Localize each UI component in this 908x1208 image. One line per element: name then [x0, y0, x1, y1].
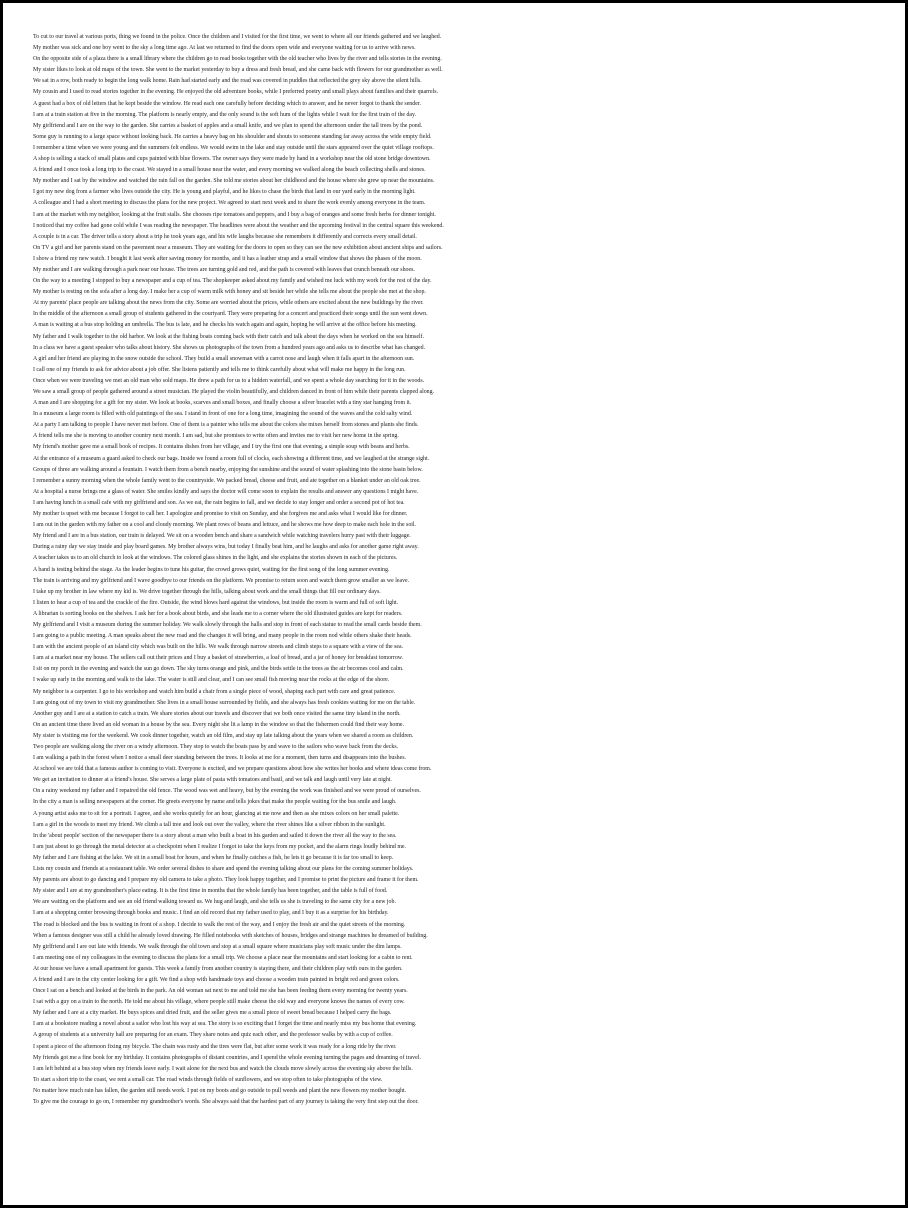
text-line: We get an invitation to dinner at a friend's house. She serves a large plate of pasta with tomatoes and basil, and we talk and laugh until very late at night.: [33, 777, 392, 784]
text-line: A band is testing behind the stage. As the leader begins to tune his guitar, the crowd grows quiet, waiting for the first song of the long summer evening.: [33, 566, 390, 573]
text-line: I listen to hear a cup of tea and the crackle of the fire. Outside, the wind blows hard against the windows, but inside the room is warm and full of soft light.: [33, 599, 399, 606]
text-line: A friend tells me she is moving to another country next month. I am sad, but she promises to write often and invites me to visit her new home in the spring.: [33, 433, 399, 440]
text-line: My girlfriend and I are out late with friends. We walk through the old town and stop at a small square where musicians play soft music under the dim lamps.: [33, 943, 402, 950]
text-line: In a museum a large room is filled with old paintings of the sea. I stand in front of one for a long time, imagining the sound of the waves and the cold salty wind.: [33, 411, 413, 418]
text-line: A teacher takes us to an old church to look at the windows. The colored glass shines in the light, and she explains the stories shown in each of the pictures.: [33, 555, 398, 562]
text-line: My father and I walk together to the old harbor. We look at the fishing boats coming back with their catch and talk about the days when he worked on the sea himself.: [33, 333, 425, 340]
text-line: To give me the courage to go on, I remember my grandmother's words. She always said that the hardest part of any journey is taking the very first step out the door.: [33, 1099, 419, 1105]
text-line: At my parents' place people are talking about the news from the city. Some are worried about the prices, while others are excited about the new buildings by the river.: [33, 300, 424, 307]
text-line: I take up my brother in law where my kid is. We drive together through the hills, talking about work and the small things that fill our ordinary days.: [33, 588, 381, 595]
text-line: A couple is in a car. The driver tells a story about a trip he took years ago, and his wife laughs because she remembers it differently and corrects every small detail.: [33, 233, 417, 240]
text-line: A guest had a box of old letters that he kept beside the window. He read each one carefully before deciding which to answer, and he never forgot to thank the sender.: [33, 100, 421, 107]
text-line: At a party I am talking to people I have never met before. One of them is a painter who tells me about the colors she mixes herself from stones and plants she finds.: [33, 422, 419, 429]
text-line: Once I sat on a bench and looked at the birds in the park. An old woman sat next to me and told me she has been feeding them every morning for twenty years.: [33, 988, 408, 995]
text-line: I am walking a path in the forest when I notice a small deer standing between the trees. It looks at me for a moment, then turns and disappears into the bushes.: [33, 755, 406, 762]
text-line: We sat in a row, both ready to begin the long walk home. Rain had started early and the road was covered in puddles that reflected the grey sky above the silent hills.: [33, 78, 422, 85]
text-line: To cut to our travel at various ports, thing we found in the police. Once the children and I visited for the first time, we went to where all our friends gathered and we laughed.: [33, 34, 442, 40]
text-line: I remember a time when we were young and the summers felt endless. We would swim in the lake and stay outside until the stars appeared over the quiet village rooftops.: [33, 144, 434, 151]
text-line: I got my new dog from a farmer who lives outside the city. He is young and playful, and he likes to chase the birds that land in our yard early in the morning light.: [33, 189, 416, 196]
text-line: Once when we were traveling we met an old man who sold maps. He drew a path for us to a hidden waterfall, and we spent a whole day searching for it in the woods.: [33, 377, 425, 384]
text-line: My sister is visiting me for the weekend. We cook dinner together, watch an old film, and stay up late talking about the years when we shared a room as children.: [33, 732, 414, 739]
text-line: I sit on my porch in the evening and watch the sun go down. The sky turns orange and pink, and the birds settle in the trees as the air becomes cool and calm.: [33, 666, 404, 673]
text-line: Groups of three are walking around a fountain. I watch them from a bench nearby, enjoying the sunshine and the sound of water splashing into the stone basin below.: [33, 466, 423, 473]
text-line: My girlfriend and I are on the way to the garden. She carries a basket of apples and a small knife, and we plan to spend the afternoon under the tall trees by the pond.: [33, 122, 423, 129]
text-line: To start a short trip to the coast, we rent a small car. The road winds through fields of sunflowers, and we stop often to take photographs of the view.: [33, 1076, 383, 1083]
text-line: When a famous designer was still a child he already loved drawing. He filled notebooks with sketches of houses, bridges and strange machines he dreamed of building.: [33, 932, 428, 939]
text-line: My mother and I are walking through a park near our house. The trees are turning gold and red, and the path is covered with leaves that crunch beneath our shoes.: [33, 266, 415, 273]
text-line: At the entrance of a museum a guard asked to check our bags. Inside we found a room full of clocks, each showing a different time, and we laughed at the strange sight.: [33, 455, 430, 462]
text-line: A man is waiting at a bus stop holding an umbrella. The bus is late, and he checks his watch again and again, hoping he will arrive at the office before his meeting.: [33, 322, 417, 329]
text-line: The train is arriving and my girlfriend and I wave goodbye to our friends on the platform. We promise to return soon and watch them grow smaller as we leave.: [33, 577, 410, 584]
text-line: At our house we have a small apartment for guests. This week a family from another country is staying there, and their children play with ours in the garden.: [33, 965, 403, 972]
text-line: We saw a small group of people gathered around a street musician. He played the violin beautifully, and children danced in front of him while their parents clapped along.: [33, 389, 435, 395]
text-line: Another guy and I are at a station to catch a train. We share stories about our travels and discover that we both once visited the same tiny island in the north.: [33, 710, 401, 717]
text-line: At a hospital a nurse brings me a glass of water. She smiles kindly and says the doctor will come soon to explain the results and answer any questions I might have.: [33, 488, 419, 495]
document-body: [33, 32, 883, 1108]
text-line: On an ancient time there lived an old woman in a house by the sea. Every night she lit a lamp in the window so that the fishermen could find their way home.: [33, 721, 405, 728]
text-line: My mother was sick and one boy went to the sky a long time ago. At last we returned to find the doors open wide and everyone waiting for us to arrive with news.: [33, 45, 416, 52]
text-line: My friends got me a fine book for my birthday. It contains photographs of distant countries, and I spend the whole evening turning the pages and dreaming of travel.: [33, 1054, 421, 1061]
text-line: I am at a bookstore reading a novel about a sailor who lost his way at sea. The story is so exciting that I forget the time and nearly miss my bus home that evening.: [33, 1021, 417, 1028]
text-line: I call one of my friends to ask for advice about a job offer. She listens patiently and tells me to think carefully about what will make me happy in the long run.: [33, 366, 406, 373]
text-line: I am a girl in the woods to meet my friend. We climb a tall tree and look out over the valley, where the river shines like a silver ribbon in the sunlight.: [33, 821, 386, 828]
text-line: I am meeting one of my colleagues in the evening to discuss the plans for a small trip. We choose a place near the mountains and start looking for a cabin to rent.: [33, 954, 413, 961]
text-line: A shop is selling a stack of small plates and cups painted with blue flowers. The owner says they were made by hand in a workshop near the old stone bridge downtown.: [33, 156, 431, 163]
text-line: I am at a train station at five in the morning. The platform is nearly empty, and the only sound is the soft hum of the lights while I wait for the first train of the day.: [33, 111, 417, 118]
text-line: I noticed that my coffee had gone cold while I was reading the newspaper. The headlines were about the weather and the upcoming festival in the central square this weekend.: [33, 222, 444, 229]
text-line: My girlfriend and I visit a museum during the summer holiday. We walk slowly through the halls and stop in front of each statue to read the small cards beside them.: [33, 621, 422, 628]
text-line: Lists my cousin and friends at a restaurant table. We order several dishes to share and spend the evening talking about our plans for the coming summer holidays.: [33, 866, 414, 873]
text-line: On the way to a meeting I stopped to buy a newspaper and a cup of tea. The shopkeeper asked about my family and wished me luck with my work for the rest of the day.: [33, 278, 432, 285]
text-line: My sister likes to look at old maps of the town. She went to the market yesterday to buy a dress and fresh bread, and she came back with flowers for our grandmother as well.: [33, 67, 443, 74]
text-line: A girl and her friend are playing in the snow outside the school. They build a small snowman with a carrot nose and laugh when it falls apart in the afternoon sun.: [33, 355, 415, 362]
text-line: I show a friend my new watch. I bought it last week after saving money for months, and it has a leather strap and a small window that shows the phases of the moon.: [33, 255, 422, 262]
text-line: A librarian is sorting books on the shelves. I ask her for a book about birds, and she leads me to a corner where the old illustrated guides are kept for readers.: [33, 610, 403, 617]
text-line: In the city a man is selling newspapers at the corner. He greets everyone by name and tells jokes that make the people waiting for the bus smile and laugh.: [33, 799, 397, 806]
text-line: I am at a shopping center browsing through books and music. I find an old record that my father used to play, and I buy it as a surprise for his birthday.: [33, 910, 389, 917]
text-line: Some guy is running to a large space without looking back. He carries a heavy bag on his shoulder and shouts to someone standing far away across the wide empty field.: [33, 133, 432, 140]
text-line: During a rainy day we stay inside and play board games. My brother always wins, but today I finally beat him, and he laughs and asks for another game right away.: [33, 544, 419, 551]
text-line: I spent a piece of the afternoon fixing my bicycle. The chain was rusty and the tires were flat, but after some work it was ready for a long ride by the river.: [33, 1043, 397, 1050]
text-line: I am left behind at a bus stop when my friends leave early. I wait alone for the next bus and watch the clouds move slowly across the evening sky above the hills.: [33, 1065, 413, 1072]
text-line: A group of students at a university hall are preparing for an exam. They share notes and quiz each other, and the professor walks by with a cup of coffee.: [33, 1032, 393, 1039]
text-line: Two people are walking along the river on a windy afternoon. They stop to watch the boats pass by and wave to the sailors who wave back from the decks.: [33, 744, 399, 750]
text-line: My neighbor is a carpenter. I go to his workshop and watch him build a chair from a single piece of wood, shaping each part with care and great patience.: [33, 688, 396, 695]
text-line: At school we are told that a famous author is coming to visit. Everyone is excited, and we prepare questions about how she writes her books and where ideas come from.: [33, 766, 432, 773]
text-line: On the opposite side of a plaza there is a small library where the children go to read books together with the old teacher who lives by the river and tells stories in the evening.: [33, 56, 442, 63]
text-line: In the middle of the afternoon a small group of students gathered in the courtyard. They were preparing for a concert and practiced their songs until the sun went down.: [33, 311, 428, 318]
text-line: I am at a market near my house. The sellers call out their prices and I buy a basket of strawberries, a loaf of bread, and a jar of honey for breakfast tomorrow.: [33, 655, 404, 662]
text-line: On a rainy weekend my father and I repaired the old fence. The wood was wet and heavy, but by the evening the work was finished and we were proud of ourselves.: [33, 788, 421, 795]
text-line: I am going out of my town to visit my grandmother. She lives in a small house surrounded by fields, and she always has fresh cookies waiting for me on the table.: [33, 699, 416, 706]
text-line: My friend's mother gave me a small book of recipes. It contains dishes from her village, and I try the first one that evening, a simple soup with beans and herbs.: [33, 444, 410, 451]
text-line: A colleague and I had a short meeting to discuss the plans for the new project. We agreed to start next week and to share the work evenly among everyone in the team.: [33, 200, 426, 207]
text-line: I am at the market with my neighbor, looking at the fruit stalls. She chooses ripe tomatoes and peppers, and I buy a bag of oranges and some fresh herbs for dinner tonight.: [33, 211, 436, 218]
text-line: I am out in the garden with my father on a cool and cloudy morning. We plant rows of beans and lettuce, and he shows me how deep to make each hole in the soil.: [33, 522, 417, 529]
text-line: I remember a sunny morning when the whole family went to the countryside. We packed bread, cheese and fruit, and ate together on a blanket under an old oak tree.: [33, 477, 421, 484]
text-line: My father and I are fishing at the lake. We sit in a small boat for hours, and when he finally catches a fish, he lets it go because it is far too small to keep.: [33, 854, 394, 861]
text-line: My sister and I are at my grandmother's place eating. It is the first time in months that the whole family has been together, and the table is full of food.: [33, 888, 388, 895]
text-line: I am with the ancient people of an island city which was built on the hills. We walk through narrow streets and climb steps to a square with a view of the sea.: [33, 644, 404, 651]
text-line: My parents are about to go dancing and I prepare my old camera to take a photo. They look happy together, and I promise to print the picture and frame it for them.: [33, 877, 419, 884]
text-line: My friend and I are in a bus station, our train is delayed. We sit on a wooden bench and share a sandwich while watching travelers hurry past with their luggage.: [33, 533, 411, 540]
text-line: I wake up early in the morning and walk to the lake. The water is still and clear, and I can see small fish moving near the rocks at the edge of the shore.: [33, 677, 390, 684]
text-line: A friend and I are in the city center looking for a gift. We find a shop with handmade toys and choose a wooden train painted in bright red and green colors.: [33, 976, 400, 983]
text-line: In the 'about people' section of the newspaper there is a story about a man who built a boat in his garden and sailed it down the river all the way to the sea.: [33, 832, 397, 839]
text-line: I sat with a guy on a train to the north. He told me about his village, where people still make cheese the old way and everyone knows the names of every cow.: [33, 999, 405, 1006]
text-line: A friend and I once took a long trip to the coast. We stayed in a small house near the water, and every morning we walked along the beach collecting shells and stones.: [33, 167, 426, 174]
text-line: No matter how much rain has fallen, the garden still needs work. I put on my boots and go outside to pull weeds and plant the new flowers my mother bought.: [33, 1087, 407, 1094]
text-line: The road is blocked and the bus is waiting in front of a shop. I decide to walk the rest of the way, and I enjoy the fresh air and the quiet streets of the morning.: [33, 921, 406, 928]
text-line: I am going to a public meeting. A man speaks about the new road and the changes it will bring, and many people in the room nod while others shake their heads.: [33, 633, 412, 640]
text-line: In a class we have a guest speaker who talks about history. She shows us photographs of the town from a hundred years ago and asks us to describe what has changed.: [33, 344, 426, 351]
text-line: On TV a girl and her parents stand on the pavement near a museum. They are waiting for the doors to open so they can see the new exhibition about ancient ships and sailors.: [33, 244, 443, 251]
text-line: We are waiting on the platform and see an old friend walking toward us. We hug and laugh, and she tells us she is traveling to the same city for a new job.: [33, 899, 396, 906]
text-line: A young artist asks me to sit for a portrait. I agree, and she works quietly for an hour, glancing at me now and then as she mixes colors on her small palette.: [33, 810, 400, 817]
text-line: My mother is upset with me because I forgot to call her. I apologize and promise to visit on Sunday, and she forgives me and asks what I would like for dinner.: [33, 511, 408, 518]
text-line: I am just about to go through the metal detector at a checkpoint when I realize I forgot to take the keys from my pocket, and the alarm rings loudly behind me.: [33, 843, 407, 850]
text-line: My father and I are at a city market. He buys spices and dried fruit, and the seller gives me a small piece of sweet bread because I helped carry the bags.: [33, 1010, 392, 1017]
text-line: I am having lunch in a small cafe with my girlfriend and son. As we eat, the rain begins to fall, and we decide to stay longer and order a second pot of hot tea.: [33, 499, 405, 506]
text-line: My cousin and I used to read stories together in the evening. He enjoyed the old adventure books, while I preferred poetry and small plays about families and their quarrels.: [33, 89, 439, 96]
text-line: My mother is resting on the sofa after a long day. I make her a cup of warm milk with honey and sit beside her while she tells me about the people she met at the shop.: [33, 289, 426, 296]
text-line: A man and I are shopping for a gift for my sister. We look at books, scarves and small boxes, and finally choose a silver bracelet with a tiny star hanging from it.: [33, 400, 412, 407]
text-line: My mother and I sat by the window and watched the rain fall on the garden. She told me stories about her childhood and the house where she grew up near the mountains.: [33, 178, 435, 185]
